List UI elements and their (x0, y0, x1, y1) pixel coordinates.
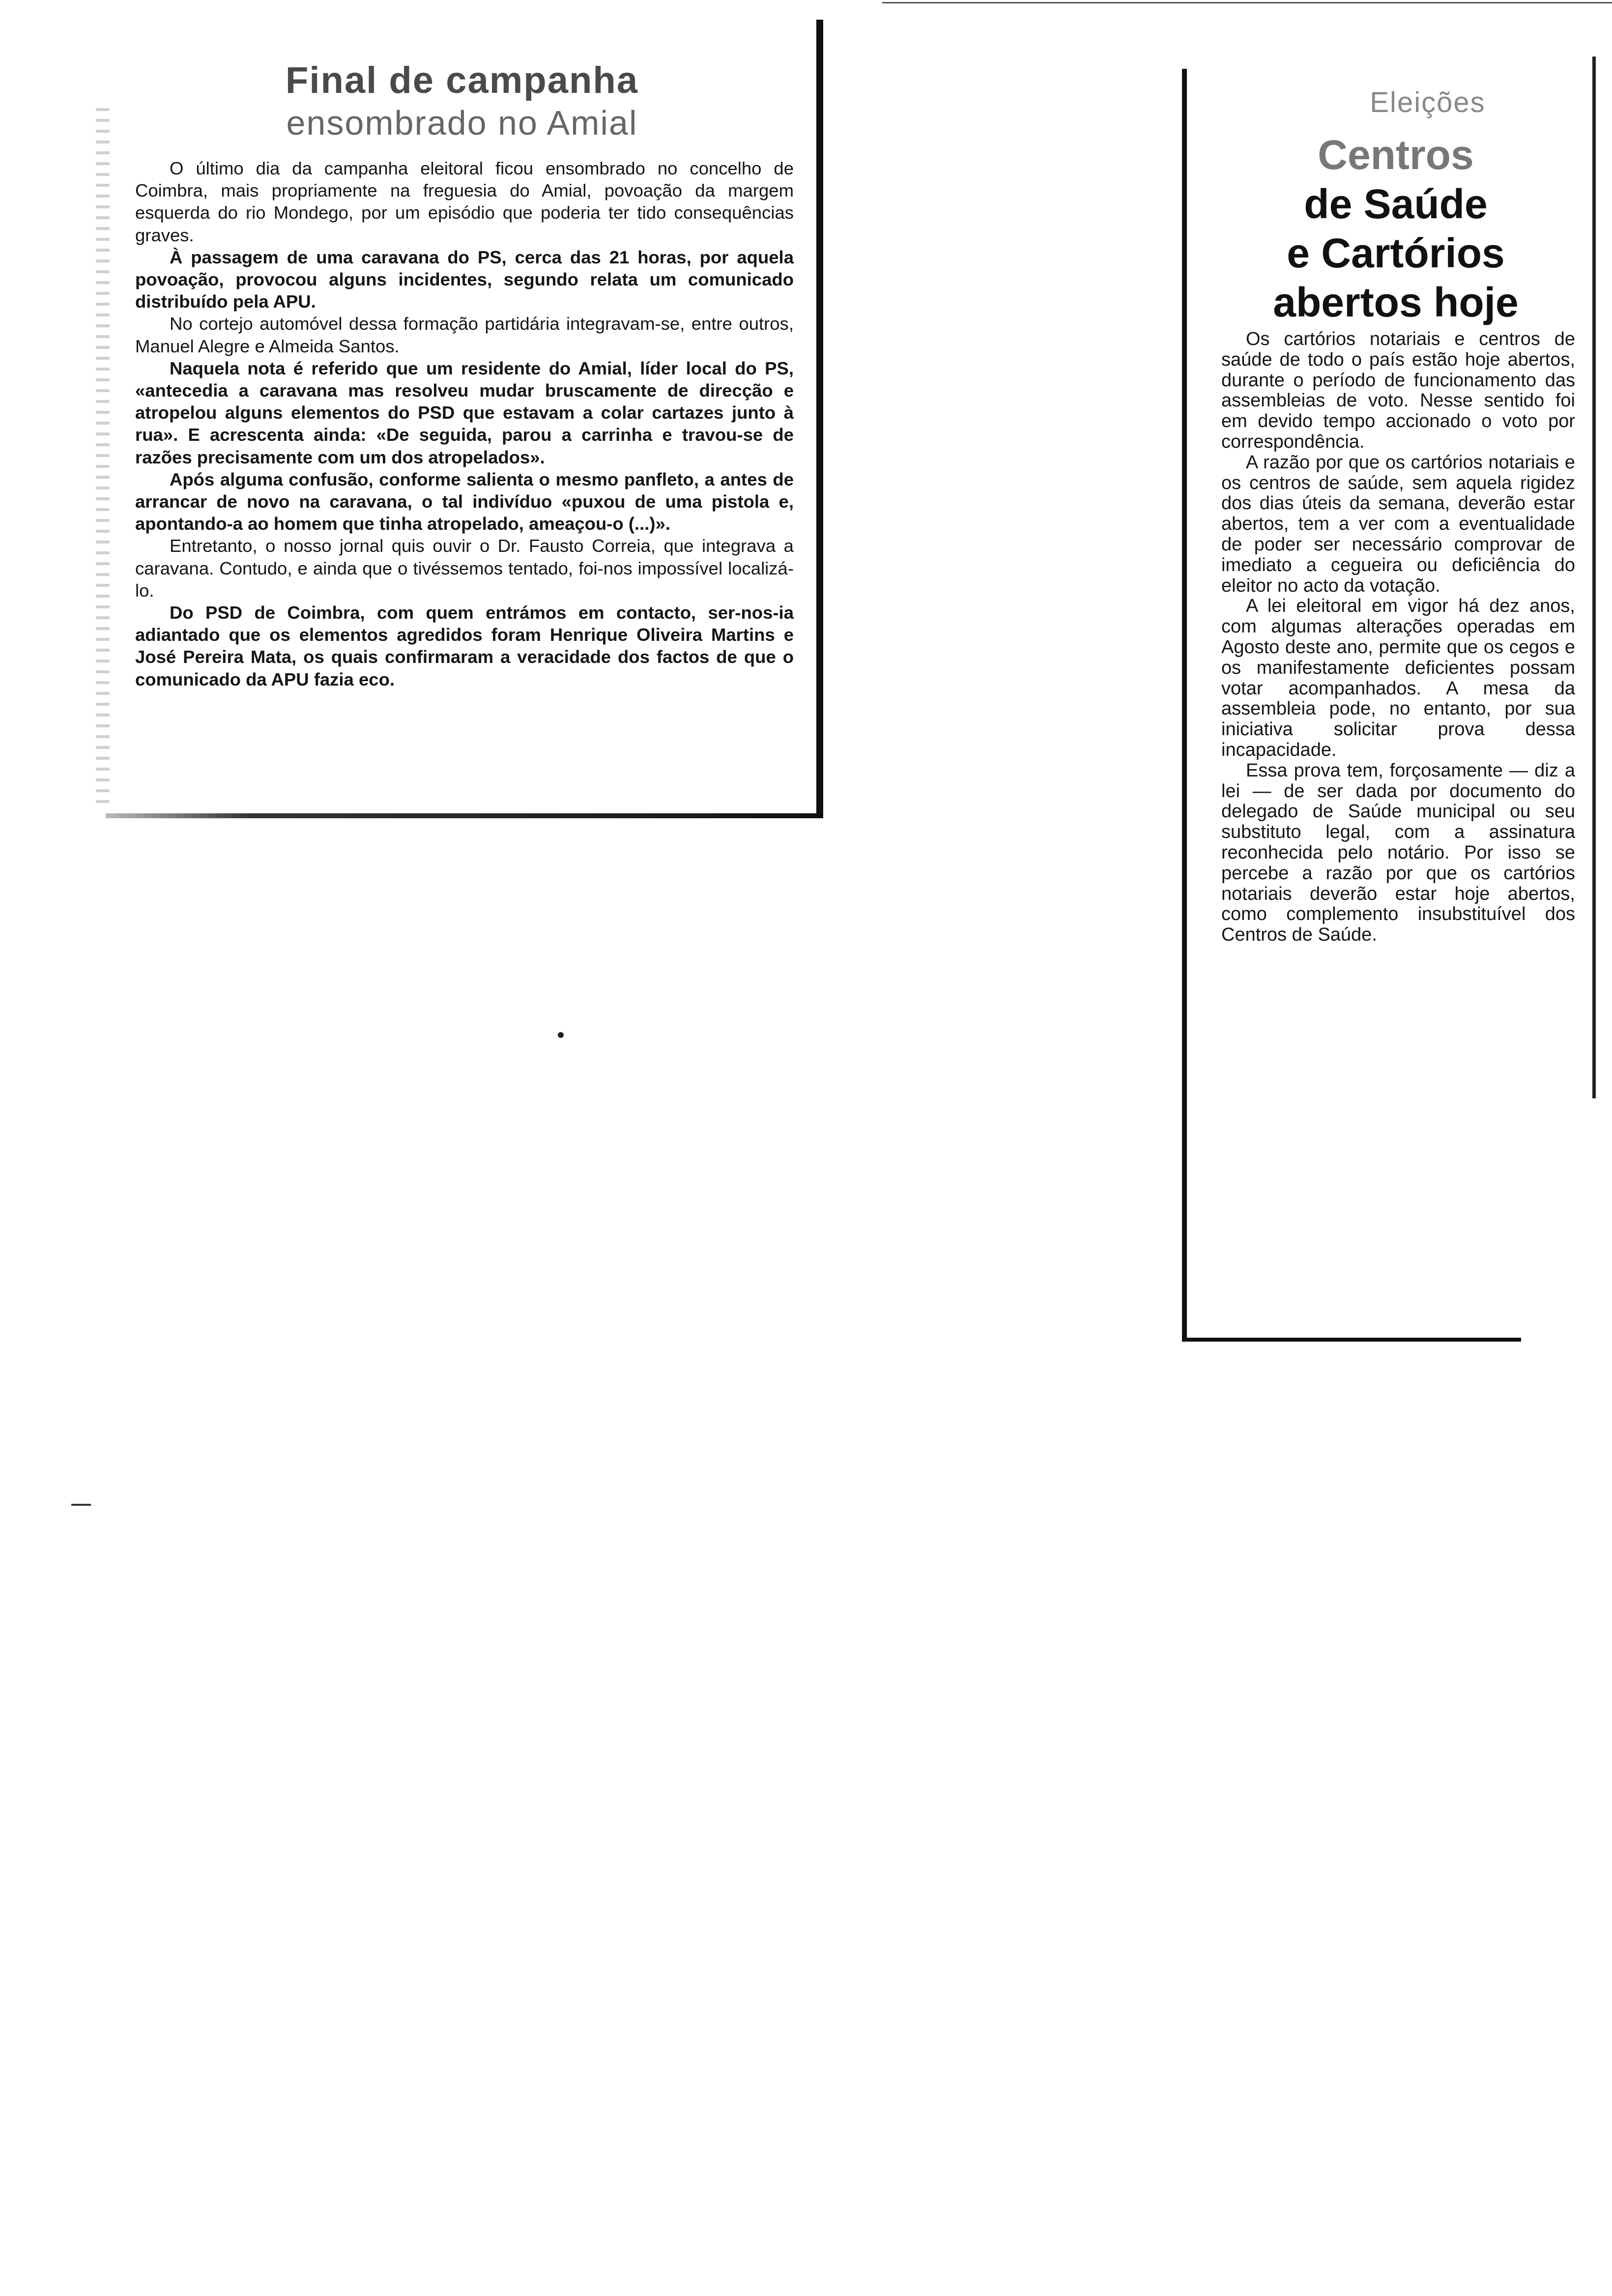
right-headline-line4: abertos hoje (1273, 279, 1519, 325)
right-paragraph: A razão por que os cartórios notariais e os centros de saúde, sem aquela rigidez dos dias úteis da semana, deverão estar abertos, tem a ver com a eventualidade de poder ser necessário comprovar de imediato a cegueira ou deficiência do eleitor no acto da votação. (1221, 452, 1575, 596)
clipping-edge-bottom (106, 813, 823, 818)
left-headline-line2: ensombrado no Amial (286, 104, 638, 142)
left-paragraph: Entretanto, o nosso jornal quis ouvir o Dr. Fausto Correia, que integrava a caravana. Contudo, e ainda que o tivéssemos tentado, foi-nos impossível localizá-lo. (135, 536, 794, 601)
scan-speck (558, 1032, 564, 1038)
right-paragraph: Os cartórios notariais e centros de saúde de todo o país estão hoje abertos, durante o período de funcionamento das assembleias de voto. Nesse sentido foi em devido tempo accionado o voto por correspondência. (1221, 329, 1575, 452)
left-paragraph: Após alguma confusão, conforme salienta o mesmo panfleto, a antes de arrancar de novo na caravana, o tal indivíduo «puxou de uma pistola e, apontando-a ao homem que tinha atropelado, ameaçou-o (...)». (135, 469, 794, 534)
right-headline-line2: de Saúde (1304, 181, 1488, 227)
right-article-body (1221, 329, 1575, 946)
right-article-kicker: Eleições (1370, 86, 1486, 118)
left-paragraph: À passagem de uma caravana do PS, cerca das 21 horas, por aquela povoação, provocou alguns incidentes, segundo relata um comunicado distribuído pela APU. (135, 247, 794, 312)
right-paragraph: A lei eleitoral em vigor há dez anos, com algumas alterações operadas em Agosto deste ano, permite que os cegos e os manifestamente deficientes possam votar acompanhados. A mesa da assembleia pode, no entanto, por sua iniciativa solicitar prova dessa incapacidade. (1221, 596, 1575, 760)
scan-noise-left (96, 108, 110, 806)
left-article-body (135, 157, 794, 690)
scan-mark-left (71, 1504, 91, 1506)
right-article-headline (1216, 130, 1575, 327)
right-paragraph: Essa prova tem, forçosamente — diz a lei — de ser dada por documento do delegado de Saúde municipal ou seu substituto legal, com a assinatura reconhecida pelo notário. Por isso se percebe a razão por que os cartórios notariais deverão estar hoje abertos, como complemento insubstituível dos Centros de Saúde. (1221, 760, 1575, 946)
right-headline-line3: e Cartórios (1287, 230, 1505, 276)
left-headline-line1: Final de campanha (285, 59, 639, 101)
left-paragraph: O último dia da campanha eleitoral ficou ensombrado no concelho de Coimbra, mais propriamente na freguesia do Amial, povoação da margem esquerda do rio Mondego, por um episódio que poderia ter tido consequências graves. (135, 158, 794, 245)
clipping-edge-bottom (1182, 1338, 1521, 1342)
left-article-clipping (106, 20, 823, 818)
scan-top-rule (882, 2, 1612, 3)
right-article-clipping (1182, 57, 1610, 1342)
left-article-headline (155, 59, 769, 144)
left-paragraph: Naquela nota é referido que um residente do Amial, líder local do PS, «antecedia a caravana mas resolveu mudar bruscamente de direcção e atropelou alguns elementos do PSD que estavam a colar cartazes junto à rua». E acrescenta ainda: «De seguida, parou a carrinha e travou-se de razões precisamente com um dos atropelados». (135, 358, 794, 467)
right-headline-line1: Centros (1318, 132, 1474, 178)
clipping-edge-right (1592, 57, 1596, 1098)
left-paragraph: No cortejo automóvel dessa formação partidária integravam-se, entre outros, Manuel Alegre e Almeida Santos. (135, 314, 794, 356)
left-paragraph: Do PSD de Coimbra, com quem entrámos em contacto, ser-nos-ia adiantado que os elementos agredidos foram Henrique Oliveira Martins e José Pereira Mata, os quais confirmaram a veracidade dos factos de que o comunicado da APU fazia eco. (135, 603, 794, 689)
clipping-edge-left (1182, 69, 1187, 1342)
clipping-edge-right (816, 20, 823, 818)
